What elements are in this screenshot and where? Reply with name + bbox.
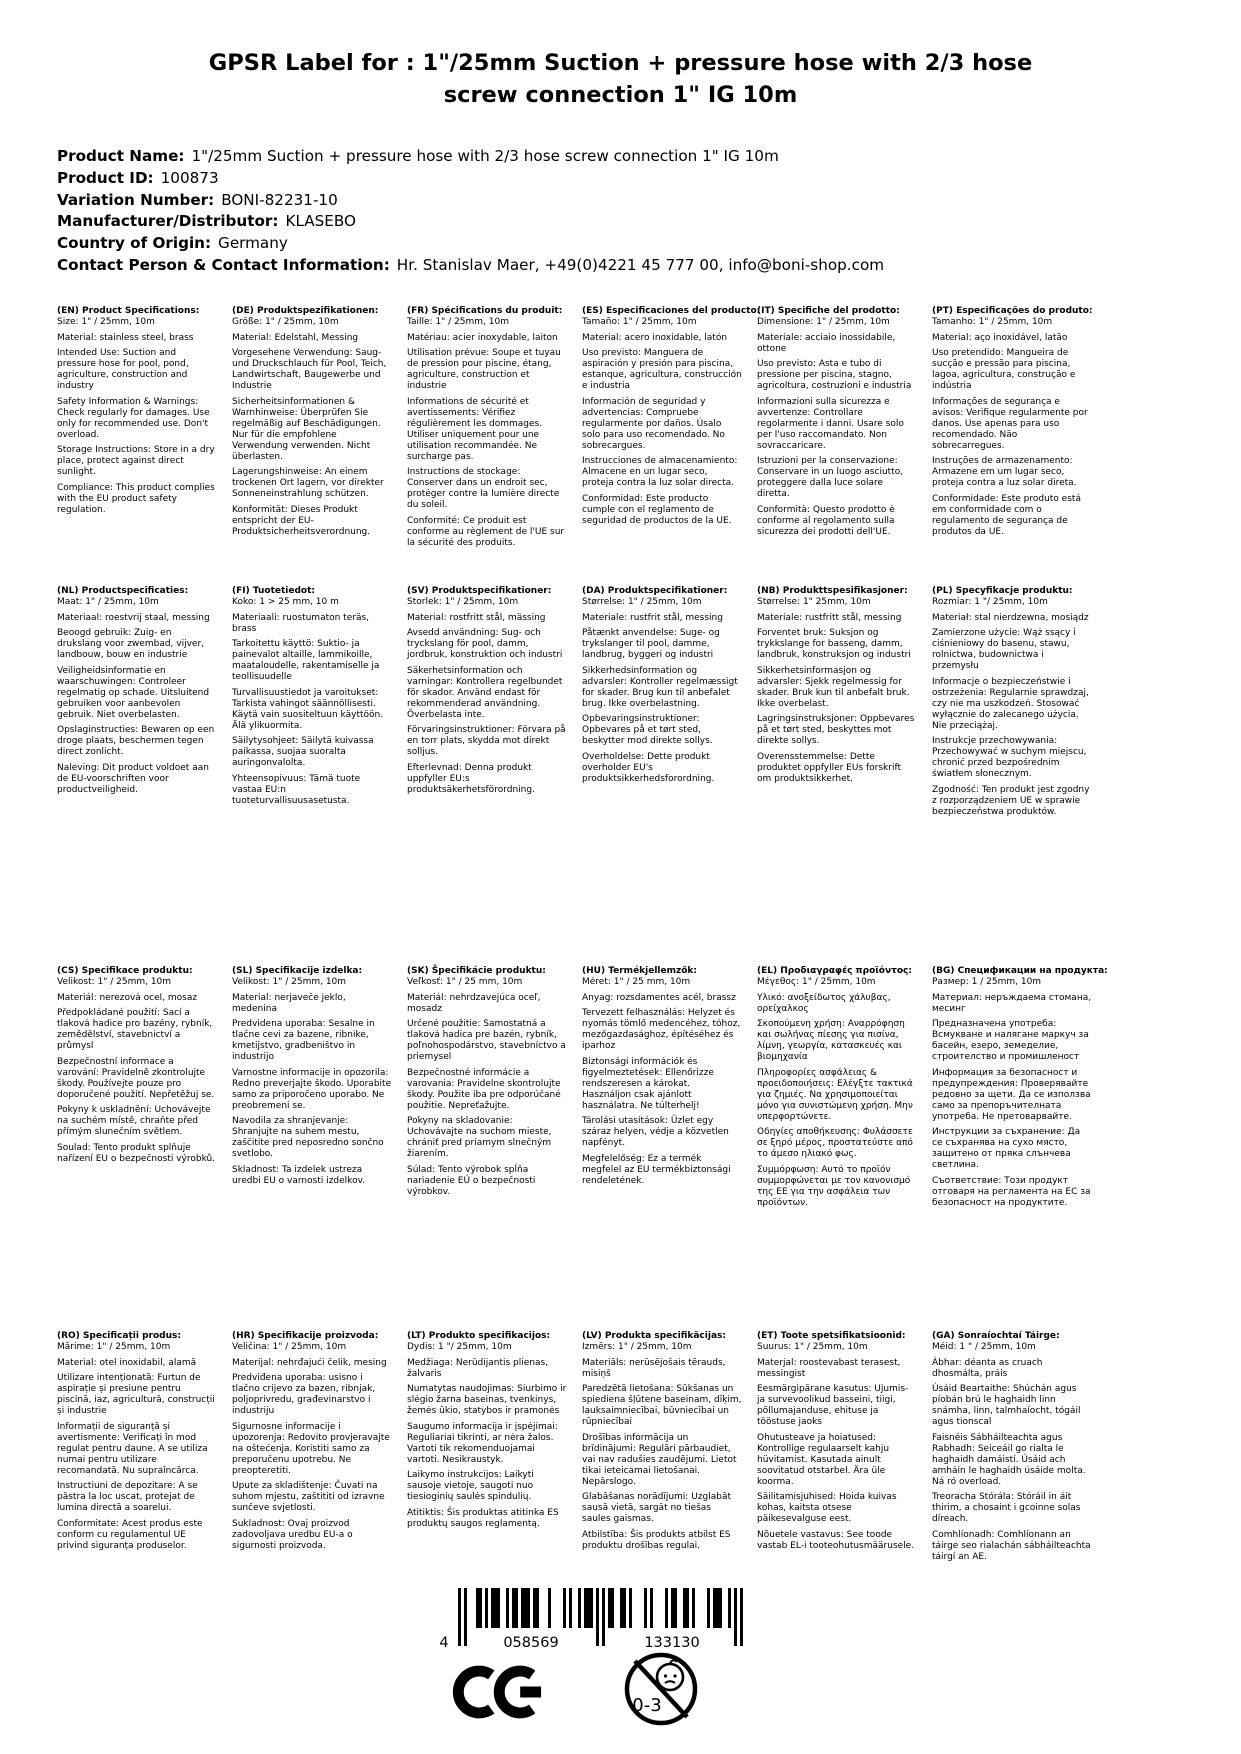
spec-block-ro bbox=[57, 1331, 217, 1567]
spec-paragraph: Treoracha Stórála: Stóráil in áit thirim, a chosaint i gcoinne solas díreach. bbox=[932, 1492, 1081, 1524]
spec-paragraph: Matériau: acier inoxydable, laiton bbox=[407, 332, 558, 343]
spec-paragraph: Conformidade: Este produto está em conformidade com o regulamento de segurança de produtos da UE. bbox=[932, 493, 1081, 537]
spec-paragraph: Navodila za shranjevanje: Shranjujte na suhem mestu, zaščitite pred neposredno sončno svetlobo. bbox=[232, 1116, 384, 1159]
spec-paragraph: Material: aço inoxidável, latão bbox=[932, 332, 1068, 343]
spec-paragraph: Mărime: 1" / 25mm, 10m bbox=[57, 1342, 171, 1352]
spec-paragraph: Informazioni sulla sicurezza e avvertenze: Controllare regolarmente i danni. Usare solo per l'uso raccomandato. Non sovraccaricare. bbox=[757, 396, 904, 451]
spec-block-title: (ES) Especificaciones del producto: bbox=[582, 306, 761, 316]
spec-paragraph: Информация за безопасност и предупреждения: Проверявайте редовно за щети. Да се използва само за препоръчителната употреба. Не претоварвайте. bbox=[932, 1067, 1091, 1122]
spec-block-it bbox=[757, 306, 917, 586]
product-info-section bbox=[57, 146, 884, 277]
spec-block-pt bbox=[932, 306, 1092, 586]
spec-paragraph: Pokyny k uskladnění: Uchovávejte na suchém místě, chraňte před přímým slunečním světlem. bbox=[57, 1105, 211, 1137]
barcode-svg bbox=[430, 1588, 750, 1650]
spec-block-lt bbox=[407, 1331, 567, 1567]
info-field-label: Product Name: bbox=[57, 147, 185, 165]
spec-paragraph: Instrucciones de almacenamiento: Almacene en un lugar seco, proteja contra la luz solar directa. bbox=[582, 456, 738, 488]
spec-paragraph: Materiał: stal nierdzewna, mosiądz bbox=[932, 612, 1089, 623]
spec-paragraph: Glabāšanas norādījumi: Uzglabāt sausā vietā, sargāt no tiešas saules gaismas. bbox=[582, 1492, 731, 1524]
spec-paragraph: Größe: 1" / 25mm, 10m bbox=[232, 317, 339, 327]
barcode-left-digits: 058569 bbox=[503, 1635, 559, 1650]
spec-block-fi bbox=[232, 586, 392, 966]
spec-paragraph: Informacje o bezpieczeństwie i ostrzeżenia: Regularnie sprawdzaj, czy nie ma uszkodzeń. Stosować wyłącznie do zalecanego użycia. Nie przeciążaj. bbox=[932, 676, 1089, 731]
spec-paragraph: Materiale: rustfrit stål, messing bbox=[582, 612, 723, 623]
product-info-row-5 bbox=[57, 233, 884, 255]
spec-paragraph: Säkerhetsinformation och varningar: Kontrollera regelbundet för skador. Använd endast för rekommenderad användning. Överbelasta inte. bbox=[407, 665, 563, 720]
spec-paragraph: Förvaringsinstruktioner: Förvara på en torr plats, skydda mot direkt solljus. bbox=[407, 725, 566, 757]
spec-paragraph: Upute za skladištenje: Čuvati na suhom mjestu, zaštititi od izravne sunčeve svjetlosti. bbox=[232, 1481, 385, 1513]
spec-paragraph: Anyag: rozsdamentes acél, brassz bbox=[582, 992, 736, 1003]
spec-paragraph: Material: Edelstahl, Messing bbox=[232, 332, 359, 343]
spec-paragraph: Velikost: 1" / 25mm, 10m bbox=[232, 977, 347, 987]
spec-paragraph: Predvidena uporaba: Sesalne in tlačne cevi za bazene, ribnike, kmetijstvo, gradbeništvo in industrijo bbox=[232, 1019, 375, 1062]
ean-13-barcode bbox=[430, 1588, 750, 1650]
info-field-value: Germany bbox=[218, 234, 288, 253]
spec-paragraph: Maat: 1" / 25mm, 10m bbox=[57, 597, 159, 607]
spec-paragraph: Méid: 1 " / 25mm, 10m bbox=[932, 1342, 1036, 1352]
spec-block-title: (ET) Toote spetsifikatsioonid: bbox=[757, 1331, 906, 1341]
spec-paragraph: Efterlevnad: Denna produkt uppfyller EU:s produktsäkerhetsförordning. bbox=[407, 762, 535, 795]
spec-block-en bbox=[57, 306, 217, 586]
spec-paragraph: Bezpečnostní informace a varování: Pravidelně zkontrolujte škody. Používejte pouze pro doporučené použití. Nepřetěžuj se. bbox=[57, 1056, 215, 1100]
spec-paragraph: Méret: 1" / 25 mm, 10m bbox=[582, 977, 691, 987]
spec-paragraph: Overholdelse: Dette produkt overholder EU's produktsikkerhedsforordning. bbox=[582, 751, 715, 784]
spec-paragraph: Velikost: 1" / 25mm, 10m bbox=[57, 977, 172, 987]
spec-paragraph: Informations de sécurité et avertissements: Vérifiez régulièrement les dommages. Utiliser uniquement pour une utilisation recommandée. Ne surcharge pas. bbox=[407, 396, 543, 462]
spec-block-title: (EN) Product Specifications: bbox=[57, 306, 200, 316]
spec-paragraph: Compliance: This product complies with the EU product safety regulation. bbox=[57, 482, 215, 515]
spec-paragraph: Съответствие: Този продукт отговаря на регламента на ЕС за безопасност на продуктите. bbox=[932, 1175, 1091, 1208]
spec-paragraph: Medžiaga: Nerūdijantis plienas, žalvaris bbox=[407, 1357, 549, 1379]
spec-block-title: (BG) Спецификации на продукта: bbox=[932, 966, 1108, 976]
spec-block-es bbox=[582, 306, 761, 586]
spec-paragraph: Vorgesehene Verwendung: Saug- und Druckschlauch für Pool, Teich, Landwirtschaft, Baugewerbe und Industrie bbox=[232, 348, 387, 391]
spec-paragraph: Σκοπούμενη χρήση: Αναρρόφηση και σωλήνας πίεσης για πισίνα, λίμνη, γεωργία, κατασκευές και βιομηχανία bbox=[757, 1019, 905, 1062]
spec-paragraph: Størrelse: 1" / 25mm, 10m bbox=[582, 597, 702, 607]
spec-block-title: (RO) Specificații produs: bbox=[57, 1331, 181, 1341]
spec-paragraph: Uso previsto: Manguera de aspiración y presión para piscina, estanque, agricultura, construcción e industria bbox=[582, 348, 742, 391]
info-field-value: BONI-82231-10 bbox=[221, 190, 338, 209]
spec-paragraph: Veľkosť: 1" / 25 mm, 10m bbox=[407, 977, 523, 987]
spec-paragraph: Intended Use: Suction and pressure hose for pool, pond, agriculture, construction and industry bbox=[57, 348, 189, 391]
spec-paragraph: Varnostne informacije in opozorila: Redno preverjajte škodo. Uporabite samo za priporočeno uporabo. Ne preobremeni se. bbox=[232, 1067, 392, 1111]
spec-paragraph: Laikymo instrukcijos: Laikyti sausoje vietoje, saugoti nuo tiesioginių saulės spindulių. bbox=[407, 1470, 534, 1502]
spec-paragraph: Forventet bruk: Suksjon og trykkslange for basseng, damm, landbruk, konstruksjon og industri bbox=[757, 628, 911, 660]
spec-block-title: (FI) Tuotetiedot: bbox=[232, 586, 316, 596]
spec-block-title: (GA) Sonraíochtaí Táirge: bbox=[932, 1331, 1060, 1341]
spec-paragraph: Veličina: 1" / 25mm, 10m bbox=[232, 1342, 347, 1352]
spec-block-title: (DE) Produktspezifikationen: bbox=[232, 306, 379, 316]
spec-paragraph: Materiaal: roestvrij staal, messing bbox=[57, 612, 210, 623]
spec-paragraph: Rozmiar: 1 "/ 25mm, 10m bbox=[932, 597, 1048, 607]
spec-paragraph: Uso previsto: Asta e tubo di pressione per piscina, stagno, agricoltura, costruzioni e industria bbox=[757, 359, 912, 391]
spec-paragraph: Drošības informācija un brīdinājumi: Regulāri pārbaudiet, vai nav radušies zaudējumi. Lietot tikai ieteicamai lietošanai. Nepārslogo. bbox=[582, 1432, 737, 1487]
spec-paragraph: Material: rostfritt stål, mässing bbox=[407, 612, 546, 623]
spec-paragraph: Předpokládané použití: Sací a tlaková hadice pro bazény, rybník, zemědělství, stavebnictví a průmysl bbox=[57, 1008, 213, 1051]
spec-paragraph: Megfelelőség: Ez a termék megfelel az EU termékbiztonsági rendeletének. bbox=[582, 1153, 731, 1186]
spec-paragraph: Säilitamisjuhised: Hoida kuivas kohas, kaitsta otsese päikesevalguse eest. bbox=[757, 1492, 897, 1524]
spec-paragraph: Instrukcje przechowywania: Przechowywać w suchym miejscu, chronić przed bezpośrednim światłem słonecznym. bbox=[932, 736, 1087, 779]
spec-block-title: (PL) Specyfikacje produktu: bbox=[932, 586, 1073, 596]
spec-paragraph: Ohutusteave ja hoiatused: Kontrollige regulaarselt kahju hüvitamist. Kasutada ainult soovitatud otstarbel. Ära üle koorma. bbox=[757, 1432, 890, 1487]
spec-paragraph: Materijal: nehrđajući čelik, mesing bbox=[232, 1357, 387, 1368]
spec-paragraph: Υλικό: ανοξείδωτος χάλυβας, ορείχαλκος bbox=[757, 992, 891, 1014]
spec-paragraph: Storlek: 1" / 25mm, 10m bbox=[407, 597, 519, 607]
product-info-row-6 bbox=[57, 255, 884, 277]
age-warning-0-3-icon bbox=[624, 1650, 698, 1732]
spec-paragraph: Izmērs: 1" / 25mm, 10m bbox=[582, 1342, 692, 1352]
spec-paragraph: Dimensione: 1" / 25mm, 10m bbox=[757, 317, 890, 327]
spec-paragraph: Veiligheidsinformatie en waarschuwingen: Controleer regelmatig op schade. Uitsluitend gebruiken voor aanbevolen gebruik. Niet overbelasten. bbox=[57, 665, 210, 720]
spec-paragraph: Suurus: 1" / 25mm, 10m bbox=[757, 1342, 868, 1352]
spec-paragraph: Nõuetele vastavus: See toode vastab EL-i tooteohutusmäärusele. bbox=[757, 1529, 915, 1551]
spec-paragraph: Comhlíonadh: Comhlíonann an táirge seo rialachán sábháilteachta táirgí an AE. bbox=[932, 1529, 1091, 1562]
spec-paragraph: Инструкции за съхранение: Да се съхранява на сухо място, защитено от пряка слънчева светлина. bbox=[932, 1127, 1081, 1170]
product-info-row-2 bbox=[57, 168, 884, 190]
spec-paragraph: Opbevaringsinstruktioner: Opbevares på et tørt sted, beskytter mod direkte sollys. bbox=[582, 714, 713, 746]
spec-paragraph: Materiāls: nerūsējošais tērauds, misiņš bbox=[582, 1357, 726, 1379]
spec-block-title: (DA) Produktspecifikationer: bbox=[582, 586, 728, 596]
spec-paragraph: Skladnost: Ta izdelek ustreza uredbi EU o varnosti izdelkov. bbox=[232, 1164, 366, 1186]
spec-paragraph: Conformità: Questo prodotto è conforme al regolamento sulla sicurezza dei prodotti dell'UE. bbox=[757, 504, 895, 537]
info-field-value: KLASEBO bbox=[285, 212, 357, 231]
spec-paragraph: Materiál: nerezová ocel, mosaz bbox=[57, 992, 198, 1003]
spec-paragraph: Zamierzone użycie: Wąż ssący i ciśnieniowy do basenu, stawu, rolnictwa, budownictwa i przemysłu bbox=[932, 628, 1076, 671]
spec-paragraph: Συμμόρφωση: Αυτό το προϊόν συμμορφώνεται με τον κανονισμό της ΕΕ για την ασφάλεια των προϊόντων. bbox=[757, 1164, 911, 1208]
spec-paragraph: Istruzioni per la conservazione: Conservare in un luogo asciutto, proteggere dalla luce solare diretta. bbox=[757, 456, 904, 499]
spec-block-cs bbox=[57, 966, 217, 1331]
spec-paragraph: Soulad: Tento produkt splňuje nařízení EU o bezpečnosti výrobků. bbox=[57, 1142, 216, 1164]
spec-paragraph: Ábhar: déanta as cruach dhosmálta, práis bbox=[932, 1357, 1043, 1379]
spec-paragraph: Tamanho: 1" / 25mm, 10m bbox=[932, 317, 1053, 327]
spec-paragraph: Размер: 1 / 25mm, 10m bbox=[932, 977, 1042, 987]
spec-paragraph: Sicherheitsinformationen & Warnhinweise: Überprüfen Sie regelmäßig auf Beschädigungen. Nur für die empfohlene Verwendung verwenden. Nicht überlasten. bbox=[232, 396, 381, 462]
spec-block-lv bbox=[582, 1331, 742, 1567]
spec-paragraph: Informações de segurança e avisos: Verifique regularmente por danos. Use apenas para uso recomendado. Não sobrecarregues. bbox=[932, 396, 1088, 451]
spec-paragraph: Sukladnost: Ovaj proizvod zadovoljava uredbu EU-a o sigurnosti proizvoda. bbox=[232, 1518, 353, 1551]
spec-paragraph: Tarkoitettu käyttö: Suktio- ja painevalot altaille, lammikoille, maataloudelle, rakentamiselle ja teollisuudelle bbox=[232, 639, 380, 682]
spec-block-ga bbox=[932, 1331, 1092, 1567]
spec-block-title: (SK) Špecifikácie produktu: bbox=[407, 966, 546, 976]
info-field-label: Variation Number: bbox=[57, 190, 215, 209]
page-title-line-2: screw connection 1" IG 10m bbox=[443, 82, 798, 108]
spec-paragraph: Tervezett felhasználás: Helyzet és nyomás tömlő medencéhez, tóhoz, mezőgazdasághoz, építéséhez és iparhoz bbox=[582, 1008, 741, 1051]
spec-block-title: (EL) Προδιαγραφές προϊόντος: bbox=[757, 966, 912, 976]
spec-block-sk bbox=[407, 966, 567, 1331]
spec-paragraph: Conformité: Ce produit est conforme au règlement de l'UE sur la sécurité des produits. bbox=[407, 515, 565, 548]
spec-paragraph: Utilizare intenționată: Furtun de aspirație și presiune pentru piscină, iaz, agricultură, construcții și industrie bbox=[57, 1373, 215, 1416]
spec-paragraph: Informații de siguranță și avertismente: Verificați în mod regulat pentru daune. A se utiliza numai pentru utilizare recomandată. Nu supraîncărca. bbox=[57, 1421, 208, 1476]
spec-paragraph: Sikkerhedsinformation og advarsler: Kontroller regelmæssigt for skader. Brug kun til anbefalet brug. Ikke overbelastning. bbox=[582, 665, 738, 709]
spec-paragraph: Uso pretendido: Mangueira de sucção e pressão para piscina, lagoa, agricultura, construção e indústria bbox=[932, 348, 1076, 391]
info-field-label: Contact Person & Contact Information: bbox=[57, 255, 390, 274]
spec-paragraph: Yhteensopivuus: Tämä tuote vastaa EU:n tuoteturvallisuusasetusta. bbox=[232, 773, 361, 806]
spec-block-hr bbox=[232, 1331, 392, 1567]
spec-block-title: (FR) Spécifications du produit: bbox=[407, 306, 563, 316]
spec-paragraph: Størrelse: 1" 25mm, 10m bbox=[757, 597, 871, 607]
info-field-value: 100873 bbox=[160, 168, 219, 187]
spec-paragraph: Materiál: nehrdzavejúca oceľ, mosadz bbox=[407, 992, 541, 1014]
spec-paragraph: Zgodność: Ten produkt jest zgodny z rozporządzeniem UE w sprawie bezpieczeństwa produktów. bbox=[932, 784, 1090, 817]
spec-block-sl bbox=[232, 966, 392, 1331]
spec-paragraph: Conformidad: Este producto cumple con el reglamento de seguridad de productos de la UE. bbox=[582, 493, 732, 526]
spec-block-title: (IT) Specifiche del prodotto: bbox=[757, 306, 900, 316]
spec-paragraph: Conformitate: Acest produs este conform cu regulamentul UE privind siguranța produselor. bbox=[57, 1518, 203, 1551]
barcode-prefix-digit: 4 bbox=[439, 1635, 449, 1650]
product-info-row-3 bbox=[57, 190, 884, 212]
spec-paragraph: Materjal: roostevabast terasest, messingist bbox=[757, 1357, 901, 1379]
spec-paragraph: Sikkerhetsinformasjon og advarsler: Sjekk regelmessig for skader. Bruk kun til anbefalt bruk. Ikke overbelast. bbox=[757, 665, 910, 709]
spec-block-nb bbox=[757, 586, 917, 966]
spec-paragraph: Overensstemmelse: Dette produktet oppfyller EUs forskrift om produktsikkerhet. bbox=[757, 751, 902, 784]
spec-block-title: (SV) Produktspecifikationer: bbox=[407, 586, 552, 596]
spec-paragraph: Naleving: Dit product voldoet aan de EU-voorschriften voor productveiligheid. bbox=[57, 762, 209, 795]
spec-paragraph: Tárolási utasítások: Üzlet egy száraz helyen, védje a közvetlen napfényt. bbox=[582, 1116, 729, 1148]
spec-paragraph: Πληροφορίες ασφάλειας & προειδοποιήσεις: Ελέγξτε τακτικά για ζημιές. Να χρησιμοποιείται μόνο για συνιστώμενη χρήση. Μην υπερφορτώνετε. bbox=[757, 1067, 913, 1122]
spec-paragraph: Súlad: Tento výrobok spĺňa nariadenie EÚ o bezpečnosti výrobkov. bbox=[407, 1164, 536, 1197]
spec-paragraph: Avsedd användning: Sug- och tryckslang för pool, damm, jordbruk, konstruktion och industri bbox=[407, 628, 563, 660]
spec-block-et bbox=[757, 1331, 917, 1567]
spec-paragraph: Οδηγίες αποθήκευσης: Φυλάσσετε σε ξηρό μέρος, προστατεύστε από το άμεσο ηλιακό φως. bbox=[757, 1127, 913, 1159]
spec-grid bbox=[57, 306, 1108, 1567]
spec-paragraph: Materiale: acciaio inossidabile, ottone bbox=[757, 332, 896, 354]
spec-block-title: (HU) Termékjellemzők: bbox=[582, 966, 698, 976]
spec-paragraph: Påtænkt anvendelse: Suge- og trykslanger til pool, damme, landbrug, byggeri og industri bbox=[582, 628, 720, 660]
spec-paragraph: Instructiuni de depozitare: A se păstra la loc uscat, protejat de lumina directă a soarelui. bbox=[57, 1481, 198, 1513]
spec-block-sv bbox=[407, 586, 567, 966]
spec-block-title: (NB) Produkttspesifikasjoner: bbox=[757, 586, 908, 596]
spec-block-da bbox=[582, 586, 742, 966]
spec-block-title: (LV) Produkta specifikācijas: bbox=[582, 1331, 726, 1341]
spec-paragraph: Paredzētā lietošana: Sūkšanas un spiediena šļūtene baseinam, dīķim, lauksaimniecībai, būvniecībai un rūpniecībai bbox=[582, 1384, 742, 1427]
spec-paragraph: Safety Information & Warnings: Check regularly for damages. Use only for recommended use. Don't overload. bbox=[57, 396, 210, 440]
spec-paragraph: Dydis: 1 "/ 25mm, 10m bbox=[407, 1342, 512, 1352]
spec-paragraph: Určené použitie: Samostatná a tlaková hadica pre bazén, rybník, poľnohospodárstvo, stavebníctvo a priemysel bbox=[407, 1019, 566, 1062]
spec-paragraph: Instructions de stockage: Conserver dans un endroit sec, protéger contre la lumière directe du soleil. bbox=[407, 467, 560, 510]
barcode-right-digits: 133130 bbox=[644, 1635, 700, 1650]
spec-paragraph: Материал: неръждаема стомана, месинг bbox=[932, 992, 1092, 1014]
spec-block-nl bbox=[57, 586, 217, 966]
spec-paragraph: Storage Instructions: Store in a dry place, protect against direct sunlight. bbox=[57, 445, 215, 477]
spec-paragraph: Предназначена употреба: Всмукване и налягане маркуч за басейн, езеро, земеделие, строителство и промишленост bbox=[932, 1019, 1089, 1062]
spec-paragraph: Utilisation prévue: Soupe et tuyau de pression pour piscine, étang, agriculture, construction et industrie bbox=[407, 348, 561, 391]
spec-paragraph: Konformität: Dieses Produkt entspricht der EU-Produktsicherheitsverordnung. bbox=[232, 504, 371, 537]
info-field-value: 1"/25mm Suction + pressure hose with 2/3 hose screw connection 1" IG 10m bbox=[191, 147, 779, 165]
spec-paragraph: Material: otel inoxidabil, alamă bbox=[57, 1357, 197, 1368]
spec-block-pl bbox=[932, 586, 1092, 966]
page-title bbox=[0, 47, 1241, 111]
spec-paragraph: Atitiktis: Šis produktas atitinka ES produktų saugos reglamentą. bbox=[407, 1507, 559, 1529]
spec-block-hu bbox=[582, 966, 742, 1331]
spec-block-el bbox=[757, 966, 917, 1331]
spec-block-title: (HR) Specifikacije proizvoda: bbox=[232, 1331, 379, 1341]
spec-paragraph: Material: acero inoxidable, latón bbox=[582, 332, 728, 343]
spec-paragraph: Materiaali: ruostumaton teräs, brass bbox=[232, 612, 370, 634]
spec-paragraph: Turvallisuustiedot ja varoitukset: Tarkista vahingot säännöllisesti. Käytä vain suositeltuun käyttöön. Älä ylikuormita. bbox=[232, 687, 384, 731]
spec-paragraph: Sigurnosne informacije i upozorenja: Redovito provjeravajte na oštećenja. Koristiti samo za preporučenu upotrebu. Ne preopteretiti. bbox=[232, 1421, 390, 1476]
product-info-row-4 bbox=[57, 211, 884, 233]
spec-paragraph: Tamaño: 1" / 25mm, 10m bbox=[582, 317, 697, 327]
spec-paragraph: Taille: 1" / 25mm, 10m bbox=[407, 317, 510, 327]
ce-mark-icon bbox=[452, 1660, 552, 1728]
spec-paragraph: Biztonsági információk és figyelmeztetések: Ellenőrizze rendszeresen a károkat. Használjon csak ajánlott használatra. Ne túlterhelj! bbox=[582, 1056, 714, 1111]
spec-block-title: (PT) Especificações do produto: bbox=[932, 306, 1093, 316]
spec-paragraph: Säilytysohjeet: Säilytä kuivassa paikassa, suojaa suoralta auringonvalolta. bbox=[232, 736, 374, 768]
spec-block-title: (SL) Specifikacije izdelka: bbox=[232, 966, 363, 976]
spec-paragraph: Úsáid Beartaithe: Shúchán agus píobán brú le haghaidh linn snámha, linn, talmhaíocht, tógáil agus tionscal bbox=[932, 1384, 1081, 1427]
product-info-row-1 bbox=[57, 146, 884, 168]
barcode-bars bbox=[458, 1588, 743, 1646]
spec-paragraph: Beoogd gebruik: Zuig- en drukslang voor zwembad, vijver, landbouw, bouw en industrie bbox=[57, 628, 205, 660]
spec-block-bg bbox=[932, 966, 1108, 1331]
spec-paragraph: Koko: 1 > 25 mm, 10 m bbox=[232, 597, 339, 607]
spec-paragraph: Bezpečnostné informácie a varovania: Pravidelne skontrolujte škody. Použite iba pre odporúčané použitie. Nepreťažujte. bbox=[407, 1067, 561, 1111]
page-title-line-1: GPSR Label for : 1"/25mm Suction + pressure hose with 2/3 hose bbox=[208, 50, 1033, 76]
spec-paragraph: Información de seguridad y advertencias: Compruebe regularmente por daños. Úsalo solo para uso recomendado. No sobrecargues. bbox=[582, 396, 725, 451]
spec-block-de bbox=[232, 306, 392, 586]
spec-paragraph: Faisnéis Sábháilteachta agus Rabhadh: Seiceáil go rialta le haghaidh damáistí. Úsáid ach amháin le haghaidh úsáide molta. Ná ró overload. bbox=[932, 1432, 1086, 1487]
spec-block-title: (LT) Produkto specifikacijos: bbox=[407, 1331, 551, 1341]
spec-paragraph: Instruções de armazenamento: Armazene em um lugar seco, proteja contra a luz solar direta. bbox=[932, 456, 1077, 488]
spec-block-title: (NL) Productspecificaties: bbox=[57, 586, 189, 596]
spec-block-fr bbox=[407, 306, 567, 586]
spec-paragraph: Material: stainless steel, brass bbox=[57, 332, 194, 343]
spec-paragraph: Opslaginstructies: Bewaren op een droge plaats, beschermen tegen direct zonlicht. bbox=[57, 725, 215, 757]
info-field-label: Manufacturer/Distributor: bbox=[57, 212, 279, 231]
spec-paragraph: Atbilstība: Šis produkts atbilst ES produktu drošības regulai. bbox=[582, 1529, 731, 1551]
spec-block-title: (CS) Specifikace produktu: bbox=[57, 966, 193, 976]
spec-paragraph: Lagerungshinweise: An einem trockenen Ort lagern, vor direkter Sonneneinstrahlung schützen. bbox=[232, 467, 384, 499]
info-field-value: Hr. Stanislav Maer, +49(0)4221 45 777 00, info@boni-shop.com bbox=[396, 255, 885, 274]
spec-paragraph: Eesmärgipärane kasutus: Ujumis- ja survevoolikud basseini, tiigi, põllumajanduse, ehituse ja tööstuse jaoks bbox=[757, 1384, 909, 1427]
spec-paragraph: Predviđena uporaba: usisno i tlačno crijevo za bazen, ribnjak, poljoprivredu, građevinarstvo i industriju bbox=[232, 1373, 376, 1416]
spec-paragraph: Pokyny na skladovanie: Uchovávajte na suchom mieste, chrániť pred priamym slnečným žiarením. bbox=[407, 1116, 552, 1159]
info-field-label: Product ID: bbox=[57, 168, 154, 187]
spec-paragraph: Material: nerjaveče jeklo, medenina bbox=[232, 992, 346, 1014]
age-range-label: 0-3 bbox=[632, 1695, 662, 1716]
spec-paragraph: Μέγεθος: 1" / 25mm, 10m bbox=[757, 977, 876, 987]
spec-paragraph: Materiale: rustfritt stål, messing bbox=[757, 612, 902, 623]
spec-paragraph: Saugumo informacija ir įspėjimai: Reguliariai tikrinti, ar nėra žalos. Vartoti tik rekomenduojamai vartoti. Nesikraustyk. bbox=[407, 1421, 558, 1465]
spec-paragraph: Numatytas naudojimas: Siurbimo ir slėgio žarna baseinas, tvenkinys, žemės ūkio, statybos ir pramonės bbox=[407, 1384, 567, 1416]
spec-paragraph: Lagringsinstruksjoner: Oppbevares på et tørt sted, beskyttes mot direkte sollys. bbox=[757, 714, 915, 746]
info-field-label: Country of Origin: bbox=[57, 234, 212, 253]
spec-paragraph: Size: 1" / 25mm, 10m bbox=[57, 317, 155, 327]
